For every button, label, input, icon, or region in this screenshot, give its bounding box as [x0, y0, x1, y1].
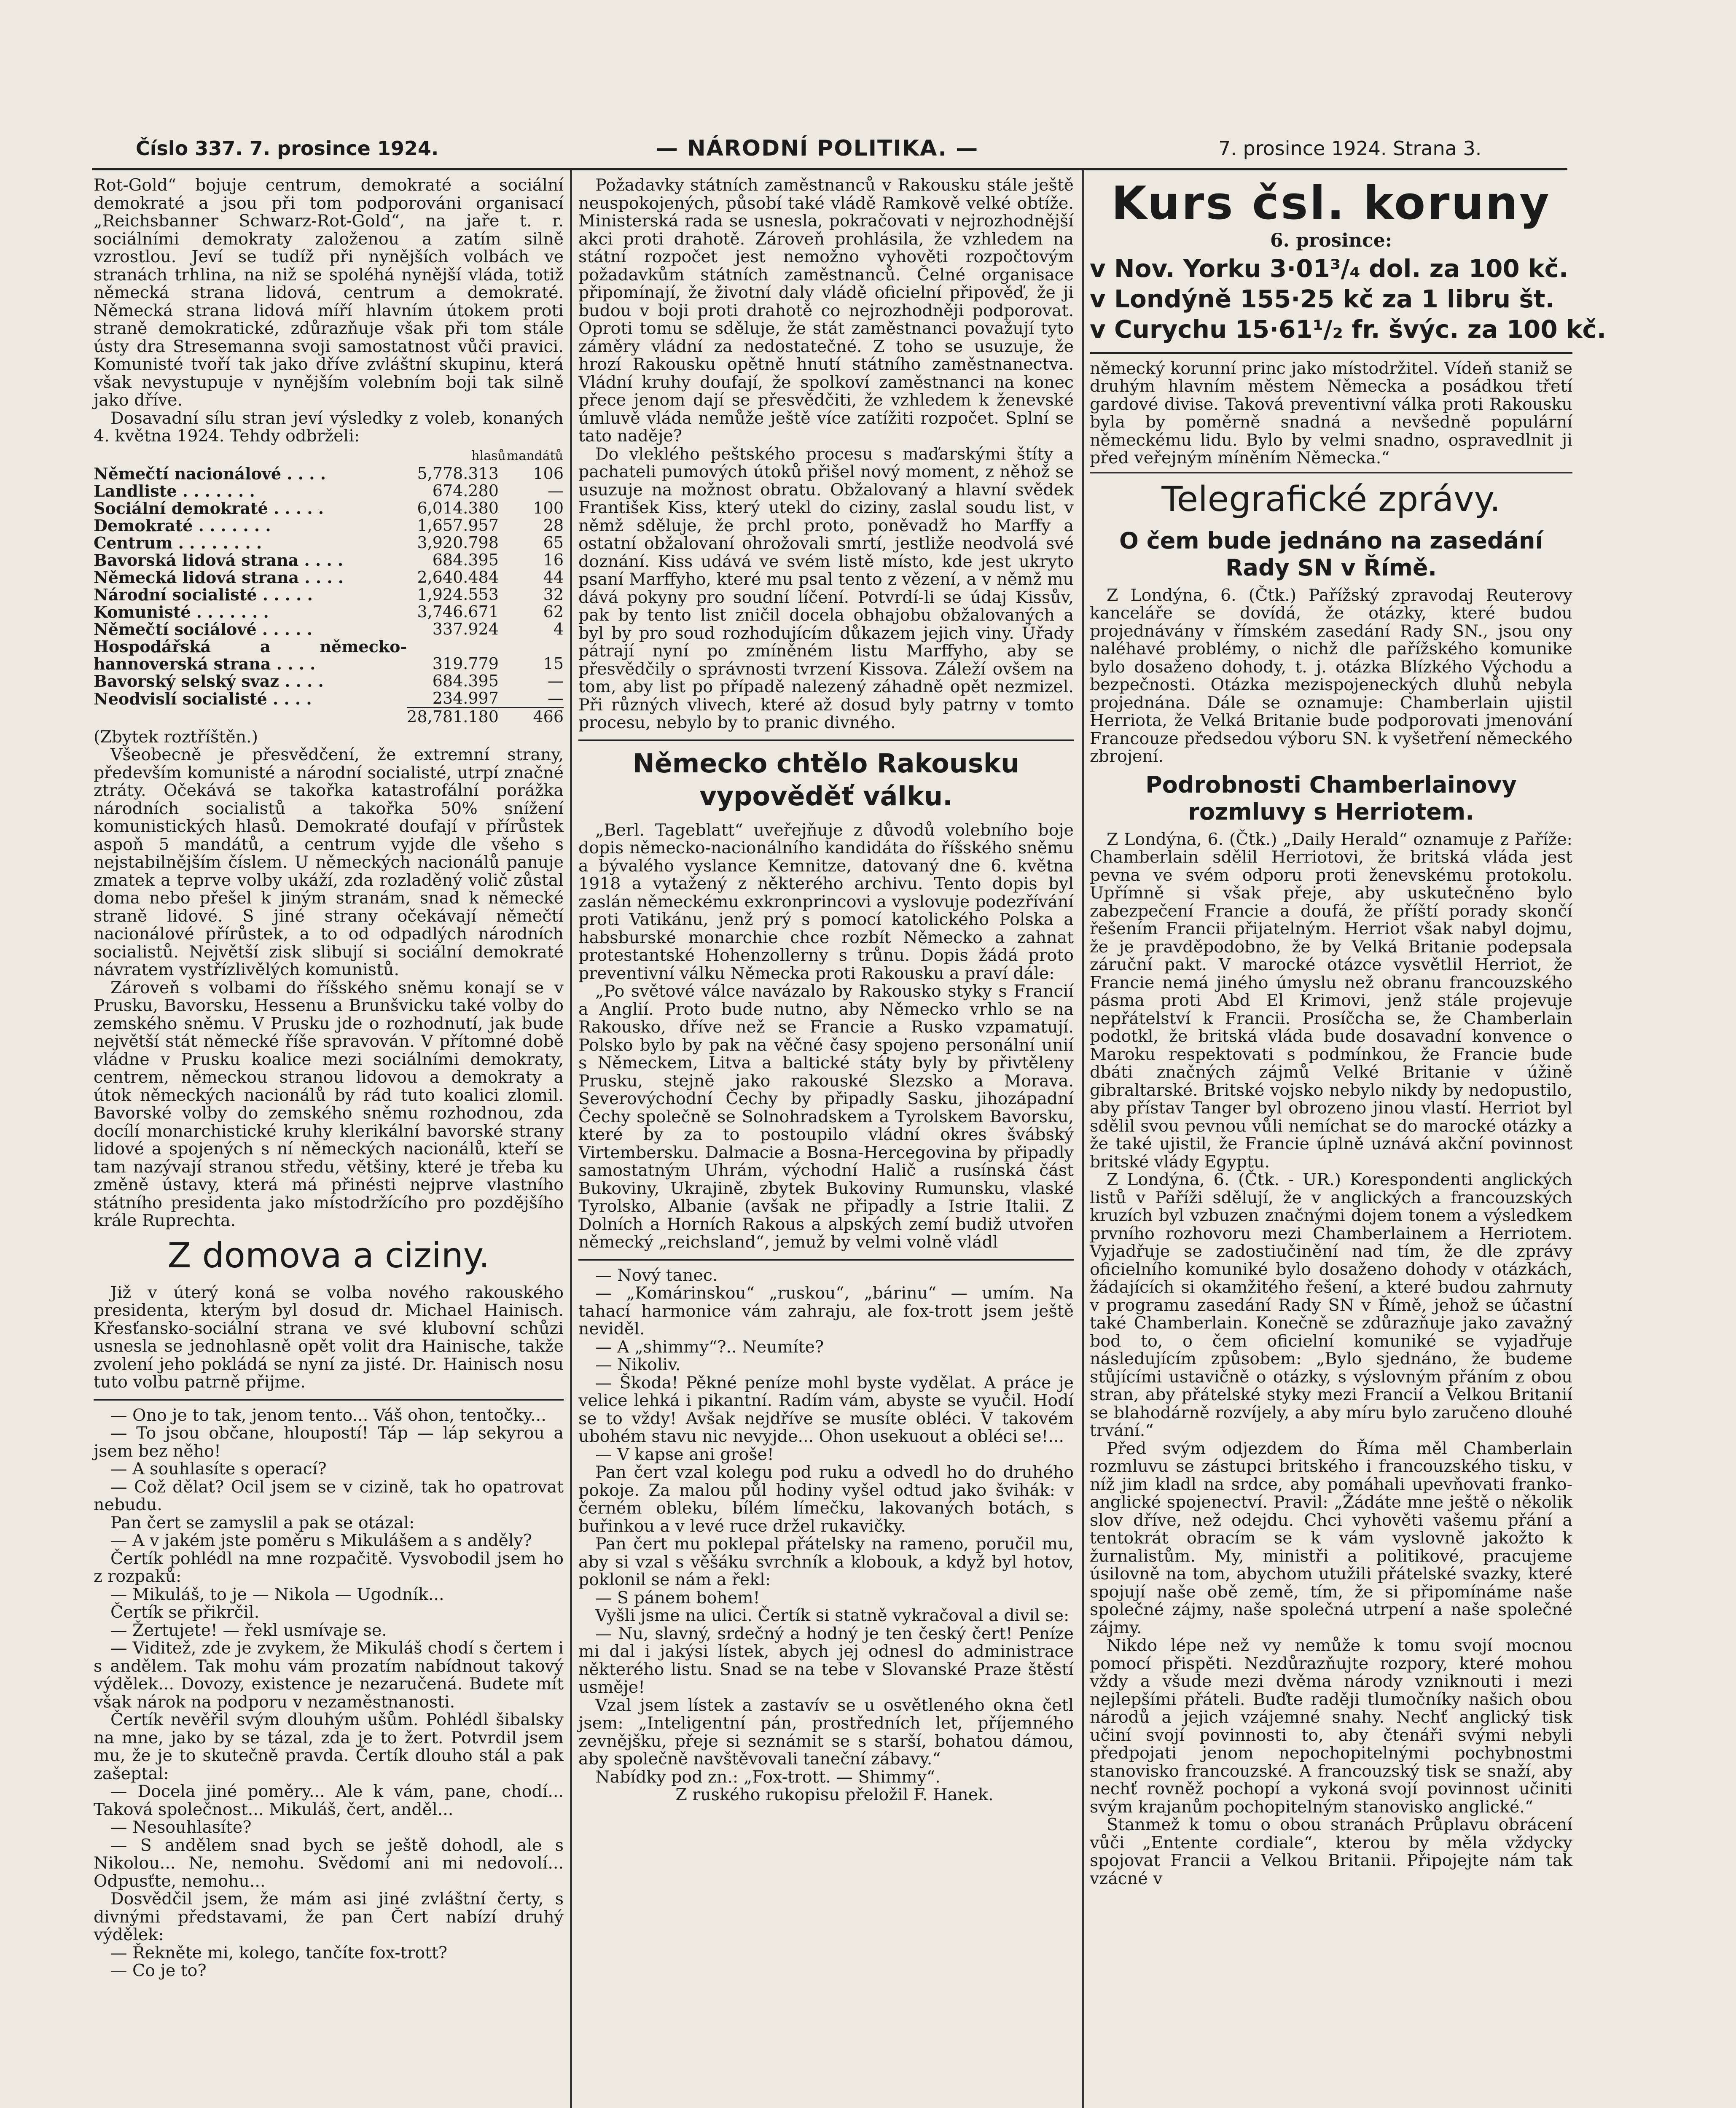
story-line: Vzal jsem lístek a zastavív se u osvětleného okna četl jsem: „Inteligentní pán, prostředních let, příjemného zevnějšku, přeje si seznámit se s starší, bohatou dámou, aby společně navštěvovali taneční zábavy.“: [578, 1695, 1074, 1769]
party-name: Komunisté . . . . . . .: [94, 602, 269, 621]
election-results-table: [94, 447, 564, 726]
story-line: Čertík pohlédl na mne rozpačitě. Vysvobodil jsem ho z rozpaků:: [94, 1549, 564, 1586]
column-divider: [570, 170, 572, 2108]
votes-cell: 3,746.671: [417, 602, 499, 621]
party-name: Bavorská lidová strana . . . .: [94, 550, 344, 570]
story-line: — Docela jiné poměry... Ale k vám, pane, chodí... Taková společnost... Mikuláš, čert, anděl...: [94, 1782, 564, 1819]
mandates-cell: —: [548, 688, 564, 707]
mandates-cell: 106: [533, 464, 564, 483]
article-heading: Německo chtělo Rakousku vypověděť válku.: [632, 747, 1020, 812]
article-text: Nikdo lépe než vy nemůže k tomu svojí mocnou pomocí přispěti. Nezdůrazňujte rozpory, které mohou vždy a všude mezi dvěma národy vzniknouti i mezi nejlepšími přáteli. Buďte raději tlumočníky našich obou národů a jejich vzájemné snahy. Nechť anglický tisk učiní svojí povinnosti to, aby čtenáři svými nebyli předpojati jenom nepochopitelnými pochybnostmi stanovisko francouzské. A francouzský tisk se snaží, aby nechť rovněž pochopí a vykoná svojí povinnost učiniti svým krajanům pochopitelným stanovisko anglické.“: [1090, 1636, 1572, 1817]
table-row: [94, 465, 564, 482]
story-line: — Nový tanec.: [595, 1265, 718, 1285]
votes-cell: 5,778.313: [417, 464, 499, 483]
separator: [94, 1399, 564, 1401]
total-votes: 28,781.180: [407, 707, 506, 726]
article-text: Již v úterý koná se volba nového rakouského presidenta, kterým byl dosud dr. Michael Hainisch. Křesťansko-sociální strana ve své klubovní schůzi usnesla se jednohlasně opět volit dra Hainische, takže zvolení jeho pokládá se nyní za jisté. Dr. Hainisch nosu tuto volbu patrně přijme.: [94, 1283, 564, 1392]
exchange-rate-heading: Kurs čsl. koruny: [1111, 177, 1551, 230]
votes-cell: 674.280: [432, 481, 499, 500]
story-line: Dosvědčil jsem, že mám asi jiné zvláštní čerty, s divnými představami, že pan Čert nabízí druhý výdělek:: [94, 1889, 564, 1944]
votes-cell: 684.395: [432, 671, 499, 690]
table-row: [94, 690, 564, 708]
votes-header: hlasů: [471, 448, 506, 463]
party-name: Neodvislí socialisté . . . .: [94, 689, 312, 708]
mandates-cell: 32: [543, 585, 564, 604]
mandates-cell: —: [548, 481, 564, 500]
separator: [1090, 472, 1572, 473]
story-line: — A v jakém jste poměru s Mikulášem a s anděly?: [110, 1531, 532, 1550]
section-heading: Telegrafické zprávy.: [1161, 479, 1501, 519]
table-row: [94, 621, 564, 638]
votes-cell: 319.779: [432, 654, 499, 673]
total-mandates: 466: [506, 707, 564, 726]
article-text: Z Londýna, 6. (Čtk.) Pařížský zpravodaj Reuterovy kanceláře se dovídá, že otázky, které budou projednávány v římském zasedání Rady SN., jsou ony naléhavé problémy, o nichž dle pařížského komunike bylo dosaženo dohody, t. j. otázka Blízkého Východu a bezpečnosti. Otázka mezispojeneckých dluhů nebyla projednána. Dále se oznamuje: Chamberlain ujistil Herriota, že Velká Britanie bude podporovati jmenování Francouze předsedou výboru SN. k vyšetření německého zbrojení.: [1090, 585, 1572, 766]
party-name: Německá lidová strana . . . .: [94, 567, 344, 587]
story-line: — V kapse ani groše!: [595, 1444, 774, 1464]
story-line: — Škoda! Pěkné peníze mohl byste vydělat. A práce je velice lehká i pikantní. Radím vám, abyste se vyučil. Hodí se to vždy! Avšak nejdříve se musíte obléci. V takovém ubohém stavu nic nevyjde... Ohon usekuout a obléci se!...: [578, 1373, 1074, 1446]
rate-zurich: v Curychu 15·61¹/₂ fr. švýc. za 100 kč.: [1090, 315, 1606, 344]
page-info: 7. prosince 1924. Strana 3.: [1218, 137, 1482, 160]
story-line: — „Komárinskou“ „ruskou“, „bárinu“ — umím. Na tahací harmonice vám zahraju, ale fox-trott jsem ještě neviděl.: [578, 1283, 1074, 1339]
mandates-cell: 16: [543, 550, 564, 569]
mandates-cell: 100: [533, 498, 564, 517]
party-name: Hospodářská a německo-hannoverská strana . . . .: [94, 637, 407, 673]
story-line: Pan čert vzal kolegu pod ruku a odvedl ho do druhého pokoje. Za malou půl hodiny vyšel odtud jako švihák: v černém obleku, bílém límečku, lakovaných botách, s buřinkou a v levé ruce držel rukavičky.: [578, 1463, 1074, 1536]
story-line: — Nikoliv.: [595, 1355, 681, 1374]
story-line: Pan čert mu poklepal přátelsky na rameno, poručil mu, aby si vzal s věšáku svrchník a klobouk, a když byl hotov, poklonil se nám a řekl:: [578, 1534, 1074, 1589]
table-row: [94, 534, 564, 551]
article-text: Z Londýna, 6. (Čtk.) „Daily Herald“ oznamuje z Paříže: Chamberlain sdělil Herriotovi, že britská vláda jest pevna ve svém odporu proti ženevskému protokolu. Upřímně si však přeje, aby uskutečněno bylo zabezpečení Francie a doufá, že příští porady skončí řešením Francii přijatelným. Herriot však nabyl dojmu, že je pravděpodobno, že by Velká Britanie podepsala záruční pakt. V marocké otázce vysvětlil Herriot, že Francie nemá jiného úmyslu než obranu francouzského pásma proti Abd El Krimovi, jenž stále projevuje nepřátelství k Francii. Prosíčcha se, že Chamberlain podotkl, že britská vláda bude dosavadní konvence o Maroku respektovati s podmínkou, že Francie bude dbáti značných zájmů Velké Britanie v úžině gibraltarské. Britské vojsko nebylo nikdy by nedopustilo, aby přístav Tanger byl obrozeno jinou vlastí. Herriot byl sdělil svou pevnou vůli nemíchat se do marocké otázky a že také ujistil, že Francie úplně uznává akční povinnost britské vlády Egyptu.: [1090, 829, 1572, 1172]
table-row: [94, 603, 564, 621]
party-name: Němečtí nacionálové . . . .: [94, 464, 326, 483]
column-3: [1090, 176, 1606, 1888]
story-line: — Ono je to tak, jenom tento... Váš ohon, tentočky...: [110, 1405, 546, 1425]
article-text: Zároveň s volbami do říšského sněmu konají se v Prusku, Bavorsku, Hessenu a Brunšvicku také volby do zemského sněmu. V Prusku jde o rozhodnutí, jak bude největší stát německé říše spravován. V přítomné době vládne v Prusku koalice mezi sociálními demokraty, centrem, německou stranou lidovou a demokraty a útok německých nacionálů by rád tuto koalici zlomil. Bavorské volby do zemského sněmu rozhodnou, zda docílí monarchistické kruhy klerikální bavorské strany lidové a spojených s ní německých nacionálů, kteří se tam nazývají stranou středu, většiny, které je třeba ku změně ústavy, která má přinésti nejprve vlastního státního presidenta jako místodržícího pro pozdějšího krále Ruprechta.: [94, 978, 564, 1230]
votes-cell: 3,920.798: [417, 533, 499, 552]
votes-cell: 684.395: [432, 550, 499, 569]
votes-cell: 234.997: [432, 688, 499, 707]
section-heading: Z domova a ciziny.: [167, 1235, 490, 1276]
votes-cell: 6,014.380: [417, 498, 499, 517]
table-row: [94, 672, 564, 690]
article-text: Dosavadní sílu stran jeví výsledky z voleb, konaných 4. května 1924. Tehdy odbrželi:: [94, 408, 564, 446]
table-total-row: [94, 707, 564, 726]
mandates-cell: 28: [543, 516, 564, 535]
mandates-cell: 65: [543, 533, 564, 552]
votes-cell: 2,640.484: [417, 567, 499, 586]
article-text: Požadavky státních zaměstnanců v Rakousku stále ještě neuspokojených, působí také vládě Ramkově velké obtíže. Ministerská rada se usnesla, pokračovati v nejrozhodnější akci proti drahotě. Zároveň prohlásila, že vzhledem na státní rozpočet jest nemožno vyhověti rozpočtovým požadavkům státních zaměstnanců. Čelné organisace připomínají, že životní daly vládě oficielní připověď, že ji budou v boji proti drahotě co nejrozhodněji podporovat. Oproti tomu se sděluje, že stát zaměstnanci považují tyto záměry vládní za nedostatečné. Z toho se usuzuje, že hrozí Rakousku opětně hnutí státního zaměstnanectva. Vládní kruhy doufají, že spolkoví zaměstnanci na konec přece jenom dají se přesvědčiti, že vzhledem k ženevské úmluvě vláda nemůže ještě více zatížiti rozpočet. Splní se tato naděje?: [578, 175, 1074, 446]
article-heading: O čem bude jednáno na zasedání Rady SN v Římě.: [1119, 527, 1543, 581]
article-heading: Podrobnosti Chamberlainovy rozmluvy s Herriotem.: [1145, 771, 1517, 825]
article-text: Do vleklého peštského procesu s maďarskými štíty a pachateli pumových útoků přišel nový moment, z něhož se usuzuje na možnost obratu. Obžalovaný a hlavní svědek František Kiss, který utekl do ciziny, zaslal soudu list, v němž sděluje, že prchl proto, poněvadž ho Marffy a ostatní obžalovaní ohrožovali smrtí, jestliže neodvolá své doznání. Kiss udává ve svém listě místo, kde jest ukryto psaní Marffyho, které mu psal tento z vězení, a v němž mu dává pokyny pro soudní líčení. Potvrdí-li se údaj Kissův, pak by tento list zničil docela obhajobu obžalovaných a byl by pro soud rozhodujícím důkazem jejich viny. Úřady pátrají nyní po zmíněném listu Marffyho, aby se přesvědčily o správnosti tvrzení Kissova. Záleží ovšem na tom, aby list po případě nalezený záhadně opět nezmizel. Při různých vlivech, které až dosud byly patrny v tomto procesu, nebylo by to pranic divného.: [578, 444, 1074, 732]
table-row: [94, 500, 564, 517]
votes-cell: 1,657.957: [417, 516, 499, 535]
mandates-cell: —: [548, 671, 564, 690]
separator: [578, 1259, 1074, 1261]
story-line: Čertík se přikrčil.: [110, 1603, 260, 1622]
party-name: Němečtí sociálové . . . . .: [94, 619, 312, 639]
party-name: Bavorský selský svaz . . . .: [94, 671, 324, 691]
table-note: (Zbytek roztříštěn.): [94, 727, 258, 747]
article-text: „Berl. Tageblatt“ uveřejňuje z důvodů volebního boje dopis německo-nacionálního kandidáta do říšského sněmu a bývalého vyslance Kemnitze, datovaný dne 6. května 1918 a vytažený z některého archivu. Tento dopis byl zaslán německému exkronprincovi a vyslovuje podezřívání proti Vatikánu, jenž prý s pomocí katolického Polska a habsburské monarchie chce rozbít Německo a zahnat protestantské Hohenzollerny s trůnu. Dopis žádá proto preventivní válku Německa proti Rakousku a praví dále:: [578, 820, 1074, 983]
story-line: — Nu, slavný, srdečný a hodný je ten český čert! Peníze mi dal i jakýsi lístek, abych jej odnesl do administrace některého listu. Snad se na tebe v Slovanské Praze štěstí usměje!: [578, 1624, 1074, 1697]
story-line: Vyšli jsme na ulici. Čertík si statně vykračoval a divil se:: [595, 1606, 1070, 1625]
exchange-rate-date: 6. prosince:: [1270, 230, 1392, 251]
votes-cell: 1,924.553: [417, 585, 499, 604]
separator: [578, 739, 1074, 741]
header-rule: [92, 168, 1567, 170]
story-line: — Mikuláš, to je — Nikola — Ugodník...: [110, 1584, 444, 1604]
table-row: [94, 517, 564, 534]
party-name: Sociální demokraté . . . . .: [94, 498, 324, 518]
article-text: Před svým odjezdem do Říma měl Chamberlain rozmluvu se zástupci britského i francouzského tisku, v níž jim kladl na srdce, aby pomáhali upevňovati franko-anglické spojenectví. Pravil: „Žádáte mne ještě o několik slov dříve, než odejdu. Chci vyhověti vašemu přání a tentokrát obracím se k vám vyslovně jakožto k žurnalistům. My, ministři a politikové, pracujeme úsilovně na tom, abychom utužili přátelské svazky, které spojují naše obě země, tím, že si připomínáme naše společné zájmy, naše společná utrpení a naše společné zájmy.: [1090, 1438, 1572, 1637]
story-line: — Což dělat? Ocil jsem se v cizině, tak ho opatrovat nebudu.: [94, 1477, 564, 1514]
story-line: — Řekněte mi, kolego, tančíte fox-trott?: [110, 1943, 448, 1963]
mandates-cell: 62: [543, 602, 564, 621]
masthead: — NÁRODNÍ POLITIKA. —: [656, 136, 979, 161]
party-name: Landliste . . . . . . .: [94, 481, 255, 500]
issue-info: Číslo 337. 7. prosince 1924.: [136, 137, 439, 160]
mandates-cell: 44: [543, 567, 564, 586]
party-name: Centrum . . . . . . . .: [94, 533, 262, 552]
story-line: — To jsou občane, hloupostí! Táp — láp sekyrou a jsem bez něho!: [94, 1423, 564, 1461]
table-row: [94, 569, 564, 586]
story-line: — Viditež, zde je zvykem, že Mikuláš chodí s čertem i s andělem. Tak mohu vám prozatím nabídnout takový výdělek... Dovozy, existence je nezaručená. Budete mít však nárok na podporu v nezaměstnanosti.: [94, 1638, 564, 1712]
article-text: Všeobecně je přesvědčení, že extremní strany, především komunisté a národní socialisté, utrpí značné ztráty. Očekává se takořka katastrofální porážka národních socialistů a takořka 50% snížení komunistických hlasů. Demokraté doufají v přírůstek aspoň 5 mandátů, a centrum vyjde dle všeho s nejstabilnějším číslem. U německých nacionálů panuje zmatek a teprve volby ukáží, zda rozladěný volič zůstal doma nebo přešel k jiným stranám, snad k německé straně lidové. S jiné strany očekávají němečtí nacionálové přírůstek, a to od odpadlých národních socialistů. Největší zisk slibují si sociální demokraté návratem vystřízlivělých komunistů.: [94, 745, 564, 979]
article-text: „Po světové válce navázalo by Rakousko styky s Francií a Anglií. Proto bude nutno, aby Německo vrhlo se na Rakousko, dříve než se Francie a Rusko vzpamatují. Polsko bylo by pak na věčné časy spojeno personální unií s Německem, Litva a baltické státy byly by přivtěleny Prusku, stejně jako rakouské Slezsko a Morava. Severovýchodní Čechy by připadly Sasku, jihozápadní Čechy společně se Solnohradskem a Tyrolskem Bavorsku, které by za to postoupilo vládní okres švábský Virtembersku. Dalmacie a Bosna-Hercegovina by připadly samostatným Uhrám, východní Halič a rusínská část Bukoviny, Ukrajině, zbytek Bukoviny Rumunsku, vlaské Tyrolsko, Albanie (avšak ne připadly a Istrie Italii. Z Dolních a Horních Rakous a alpských zemí budiž utvořen německý „reichsland“, jemuž by velmi volně vládl: [578, 981, 1074, 1252]
story-line: — S andělem snad bych se ještě dohodl, ale s Nikolou... Ne, nemohu. Svědomí ani mi nedovolí... Odpusťte, nemohu...: [94, 1835, 564, 1891]
votes-cell: 337.924: [432, 619, 499, 638]
party-name: Národní socialisté . . . . .: [94, 585, 313, 604]
rate-new-york: v Nov. Yorku 3·01³/₄ dol. za 100 kč.: [1090, 254, 1568, 283]
story-line: — Nesouhlasíte?: [110, 1818, 252, 1837]
article-text: Rot-Gold“ bojuje centrum, demokraté a sociální demokraté a jsou při tom podporováni organisací „Reichsbanner Schwarz-Rot-Gold“, na jaře t. r. sociálními demokraty založenou a zatím silně vzrostlou. Jeví se tudíž při nynějších volbách ve stranách trhlina, na niž se spoléhá nynější vláda, totiž německá strana lidová, centrum a demokraté. Německá strana lidová míří hlavním útokem proti straně demokratické, zdůrazňuje však při tom stále ústy dra Stresemanna svoji samostatnost vůči pravici. Komunisté tvoří tak jako dříve zvláštní skupinu, která však nevystupuje v nynějším volebním boji tak silně jako dříve.: [94, 175, 564, 410]
story-line: — S pánem bohem!: [595, 1588, 760, 1608]
column-2: [578, 176, 1074, 1804]
story-line: Čertík nevěřil svým dlouhým ušům. Pohlédl šibalsky na mne, jako by se tázal, zda je to žert. Potvrdil jsem mu, že je to skutečně pravda. Čertík dlouho stál a pak zašeptal:: [94, 1710, 564, 1783]
column-divider: [1082, 170, 1084, 2108]
story-line: Pan čert se zamyslil a pak se otázal:: [110, 1513, 415, 1533]
table-row: [94, 551, 564, 569]
party-name: Demokraté . . . . . . .: [94, 516, 271, 535]
article-text: Stanmež k tomu o obou stranách Průplavu obrácení vůči „Entente cordiale“, kterou by měla vždycky spojovat Francii a Velkou Britanii. Připojejte nám tak vzácné v: [1090, 1815, 1572, 1888]
article-text: německý korunní princ jako místodržitel. Vídeň staniž se druhým hlavním městem Německa a posádkou třetí gardové divise. Taková preventivní válka proti Rakousku byla by poměrně snadná a nevšedně populární německému lidu. Bylo by velmi snadno, ospravedlnit ji před veřejným míněním Německa.“: [1090, 358, 1572, 468]
mandates-header: mandátů: [506, 448, 563, 463]
story-line: — Žertujete! — řekl usmívaje se.: [110, 1620, 387, 1640]
rate-london: v Londýně 155·25 kč za 1 libru št.: [1090, 284, 1555, 313]
mandates-cell: 4: [553, 619, 564, 638]
story-line: Nabídky pod zn.: „Fox-trott. — Shimmy“.: [595, 1767, 941, 1787]
story-line: — A „shimmy“?.. Neumíte?: [595, 1337, 824, 1357]
story-line: — A souhlasíte s operací?: [110, 1459, 327, 1479]
separator: [1090, 352, 1572, 354]
table-row: [94, 586, 564, 603]
story-credit: Z ruského rukopisu přeložil F. Hanek.: [675, 1785, 994, 1804]
article-text: Z Londýna, 6. (Čtk. - UR.) Korespondenti anglických listů v Paříži sdělují, že v anglických a francouzských kruzích byl vzbuzen značnými dojem tonem a výsledkem prvního rozhovoru mezi Chamberlainem a Herriotem. Vyjadřuje se zadostiučinění nad tím, že dle zprávy oficielního komuniké bylo dosaženo dohody v otázkách, žádajících si okamžitého řešení, a které budou zahrnuty v programu zasedání Rady SN v Římě, jehož se účastní také Chamberlain. Konečně se zdůrazňuje jako zavažný bod to, o čem oficielní komuniké se vyjadřuje následujícím způsobem: „Bylo sjednáno, že budeme stůjícími ustavičně o otázky, s výslovným přáním z obou stran, aby přátelské styky mezi Francií a Velkou Britanií se blahodárně rozvíjely, a aby míru bylo zaručeno dlouhé trvání.“: [1090, 1170, 1572, 1440]
table-row: [94, 638, 564, 672]
table-row: [94, 482, 564, 500]
story-line: — Co je to?: [110, 1961, 207, 1980]
column-1: [94, 176, 564, 1980]
mandates-cell: 15: [543, 654, 564, 673]
